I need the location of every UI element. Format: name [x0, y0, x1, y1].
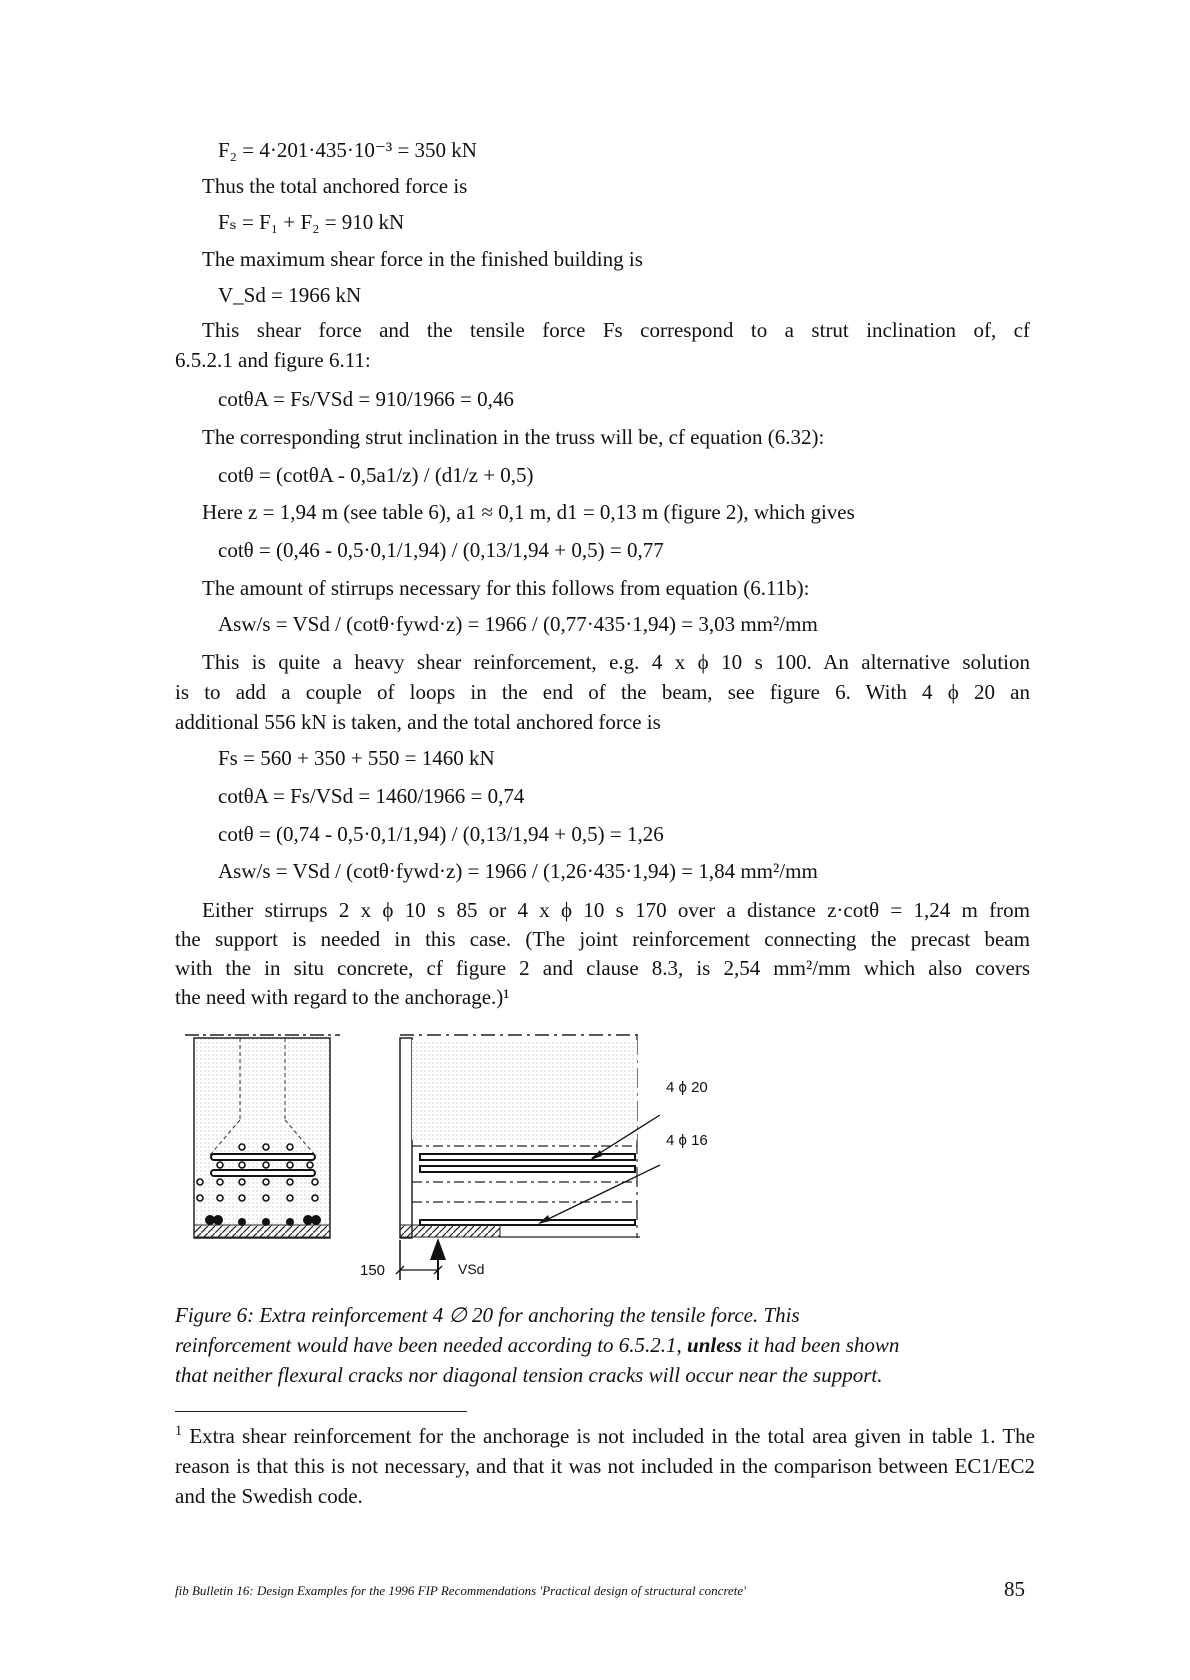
- text-line: The maximum shear force in the finished building is: [202, 247, 643, 271]
- footnote-text: Extra shear reinforcement for the anchorage is not included in the total area given in table 1. The reason is that this is not necessary, and that it was not included in the comparison between EC1/EC2 and the Swedish code.: [175, 1424, 1035, 1508]
- cross-section: [185, 1035, 340, 1238]
- text-line: This shear force and the tensile force Fs correspond to a strut inclination of, cf: [202, 318, 1030, 342]
- text-line: This is quite a heavy shear reinforcement, e.g. 4 x ϕ 10 s 100. An alternative solution: [202, 650, 1030, 674]
- text-line: the support is needed in this case. (The joint reinforcement connecting the precast beam: [175, 927, 1030, 951]
- text-line: Thus the total anchored force is: [202, 174, 468, 198]
- equation-asw: Asw/s = VSd / (cotθ·fywd·z) = 1966 / (0,77·435·1,94) = 3,03 mm²/mm: [218, 612, 818, 636]
- dimension-150: 150: [360, 1262, 386, 1279]
- equation-cot: cotθ = (cotθA - 0,5a1/z) / (d1/z + 0,5): [218, 463, 534, 487]
- figure-6-drawing: [180, 1030, 740, 1300]
- text-line: additional 556 kN is taken, and the total anchored force is: [175, 710, 661, 734]
- text-line: The amount of stirrups necessary for this follows from equation (6.11b):: [202, 576, 810, 600]
- label-4phi20: 4 ϕ 20: [666, 1079, 708, 1096]
- equation-fs-total: Fs = 560 + 350 + 550 = 1460 kN: [218, 746, 495, 770]
- equation-f2: F₂ = 4·201·435·10⁻³ = 350 kN: [218, 138, 477, 162]
- running-footer: fib Bulletin 16: Design Examples for the 1996 FIP Recommendations 'Practical design of structural concrete': [175, 1583, 746, 1598]
- footnote-divider: [175, 1411, 467, 1412]
- beam-elevation: [360, 1035, 708, 1280]
- footnote: [175, 1421, 1035, 1511]
- equation-cot-a-2: cotθA = Fs/VSd = 1460/1966 = 0,74: [218, 784, 525, 808]
- caption-line: Figure 6: Extra reinforcement 4 ∅ 20 for anchoring the tensile force. This: [175, 1303, 800, 1327]
- figure-caption: [175, 1300, 1035, 1390]
- equation-asw-2: Asw/s = VSd / (cotθ·fywd·z) = 1966 / (1,26·435·1,94) = 1,84 mm²/mm: [218, 859, 818, 883]
- footnote-marker: 1: [175, 1423, 183, 1440]
- page-number: 85: [1004, 1577, 1025, 1601]
- text-line: The corresponding strut inclination in the truss will be, cf equation (6.32):: [202, 425, 825, 449]
- equation-cot-value: cotθ = (0,46 - 0,5·0,1/1,94) / (0,13/1,94 + 0,5) = 0,77: [218, 538, 664, 562]
- text-line: 6.5.2.1 and figure 6.11:: [175, 348, 371, 372]
- equation-cot-a: cotθA = Fs/VSd = 910/1966 = 0,46: [218, 387, 514, 411]
- text-line: Either stirrups 2 x ϕ 10 s 85 or 4 x ϕ 10 s 170 over a distance z·cotθ = 1,24 m from: [202, 898, 1030, 922]
- caption-line: that neither flexural cracks nor diagonal tension cracks will occur near the support.: [175, 1363, 883, 1387]
- text-line: with the in situ concrete, cf figure 2 and clause 8.3, is 2,54 mm²/mm which also covers: [175, 956, 1030, 980]
- label-4phi16: 4 ϕ 16: [666, 1132, 708, 1149]
- label-vsd: VSd: [458, 1261, 485, 1277]
- equation-cot-2: cotθ = (0,74 - 0,5·0,1/1,94) / (0,13/1,94 + 0,5) = 1,26: [218, 822, 664, 846]
- caption-line: reinforcement would have been needed according to 6.5.2.1, unless it had been shown: [175, 1333, 900, 1357]
- text-line: is to add a couple of loops in the end of the beam, see figure 6. With 4 ϕ 20 an: [175, 680, 1030, 704]
- text-line: Here z = 1,94 m (see table 6), a1 ≈ 0,1 m, d1 = 0,13 m (figure 2), which gives: [202, 500, 855, 524]
- equation-fs: Fₛ = F₁ + F₂ = 910 kN: [218, 210, 405, 234]
- equation-vsd: V_Sd = 1966 kN: [218, 283, 362, 307]
- text-line: the need with regard to the anchorage.)¹: [175, 985, 510, 1009]
